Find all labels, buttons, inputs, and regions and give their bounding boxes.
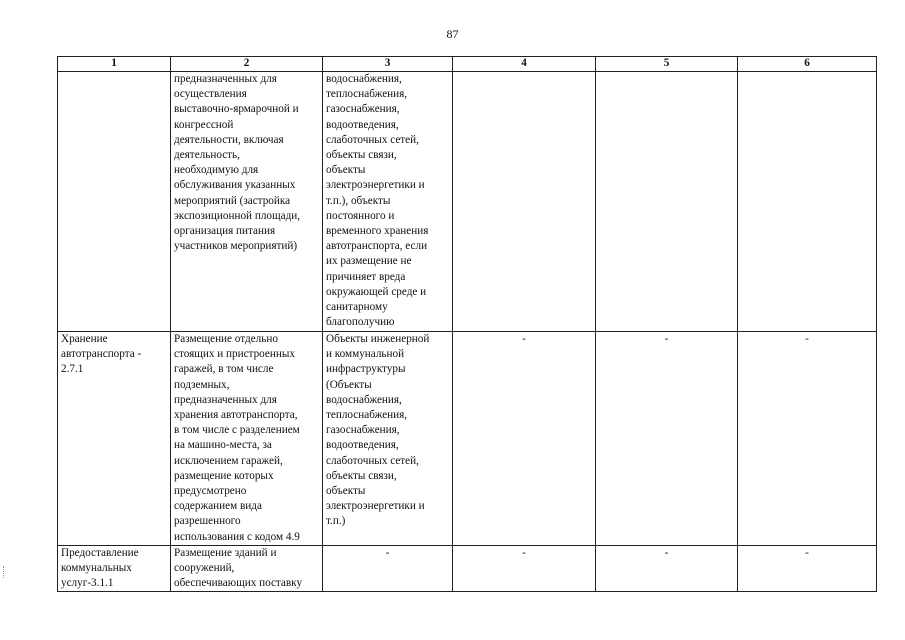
cell-text-line: подземных, <box>174 378 230 391</box>
cell-text-line: Размещение зданий и <box>174 546 277 559</box>
cell-text-line: гаражей, в том числе <box>174 363 274 376</box>
header-col-1: 1 <box>58 57 171 72</box>
cell-text-line: причиняет вреда <box>326 270 406 283</box>
cell-text-line: окружающей среде и <box>326 285 427 298</box>
cell-col-4: - <box>453 332 596 546</box>
table-row <box>58 545 877 592</box>
cell-text-line: осуществления <box>174 88 247 101</box>
cell-text-line: Объекты инженерной <box>326 333 430 345</box>
cell-text-line: автотранспорта, если <box>326 240 428 253</box>
cell-text-line: разрешенного <box>174 515 241 528</box>
cell-text-line: размещение которых <box>174 469 274 482</box>
header-col-2: 2 <box>171 57 323 72</box>
cell-text-line: Хранение <box>61 333 108 345</box>
cell-text-line: объекты <box>326 485 366 498</box>
cell-text-line: обслуживания указанных <box>174 179 296 192</box>
cell-text-line: Размещение отдельно <box>174 333 278 345</box>
cell-use-description <box>171 72 323 332</box>
cell-text-line: их размещение не <box>326 255 412 268</box>
cell-text-line: водоотведения, <box>326 118 399 131</box>
cell-col-6: - <box>738 332 877 546</box>
cell-text-line: экспозиционной площади, <box>174 209 301 222</box>
cell-text-line: т.п.), объекты <box>326 194 391 207</box>
cell-use-name <box>58 332 171 546</box>
cell-text-line: газоснабжения, <box>326 424 400 437</box>
cell-text-line: водоснабжения, <box>326 393 402 406</box>
cell-text-line: временного хранения <box>326 225 429 238</box>
cell-text-line: теплоснабжения, <box>326 88 408 101</box>
cell-text-line: хранения автотранспорта, <box>174 409 298 422</box>
cell-col-6: - <box>738 545 877 592</box>
cell-text-line: стоящих и пристроенных <box>174 348 295 361</box>
cell-text-line: благополучию <box>326 316 395 329</box>
header-col-6: 6 <box>738 57 877 72</box>
cell-text-line: предназначенных для <box>174 73 277 85</box>
cell-text-line: содержанием вида <box>174 500 262 513</box>
cell-text-line: теплоснабжения, <box>326 409 408 422</box>
cell-text-line: мероприятий (застройка <box>174 194 291 207</box>
cell-text-line: услуг-3.1.1 <box>61 577 114 590</box>
cell-text-line: санитарному <box>326 301 388 314</box>
table-row <box>58 332 877 546</box>
cell-text-line: т.п.) <box>326 515 346 528</box>
table-row <box>58 72 877 332</box>
header-col-4: 4 <box>453 57 596 72</box>
table-header-row <box>58 57 877 72</box>
cell-text-line: электроэнергетики и <box>326 500 425 513</box>
cell-text-line: деятельности, включая <box>174 133 284 146</box>
cell-text-line: в том числе с разделением <box>174 424 300 437</box>
cell-text-line: электроэнергетики и <box>326 179 425 192</box>
cell-col-4 <box>453 72 596 332</box>
cell-text-line: обеспечивающих поставку <box>174 577 303 590</box>
cell-text-line: сооружений, <box>174 562 235 575</box>
cell-text-line: слаботочных сетей, <box>326 454 419 467</box>
scan-edge-mark <box>3 566 6 578</box>
cell-text-line: необходимую для <box>174 164 259 177</box>
cell-text-line: предусмотрено <box>174 485 247 498</box>
land-use-table <box>57 56 877 592</box>
cell-text-line: исключением гаражей, <box>174 454 283 467</box>
cell-col-5: - <box>596 545 738 592</box>
cell-text-line: объекты связи, <box>326 469 397 482</box>
cell-text-line: использования с кодом 4.9 <box>174 530 300 543</box>
cell-use-name <box>58 72 171 332</box>
cell-col-6 <box>738 72 877 332</box>
cell-text-line: (Объекты <box>326 378 372 391</box>
cell-use-description <box>171 545 323 592</box>
cell-text-line: деятельность, <box>174 149 240 162</box>
cell-text-line: участников мероприятий) <box>174 240 298 253</box>
cell-text-line: 2.7.1 <box>61 363 84 376</box>
cell-text-line: автотранспорта - <box>61 348 142 361</box>
cell-text-line: предназначенных для <box>174 393 277 406</box>
cell-text-line: коммунальных <box>61 562 132 575</box>
cell-ancillary-uses <box>323 72 453 332</box>
cell-text-line: Предоставление <box>61 546 139 559</box>
cell-text-line: водоотведения, <box>326 439 399 452</box>
cell-text-line: и коммунальной <box>326 348 405 361</box>
header-col-5: 5 <box>596 57 738 72</box>
header-col-3: 3 <box>323 57 453 72</box>
page-number: 87 <box>446 27 459 41</box>
cell-use-description <box>171 332 323 546</box>
cell-text-line: выставочно-ярмарочной и <box>174 103 299 116</box>
cell-text-line: организация питания <box>174 225 276 238</box>
cell-ancillary-uses <box>323 332 453 546</box>
cell-text-line: объекты <box>326 164 366 177</box>
cell-text-line: инфраструктуры <box>326 363 406 376</box>
cell-col-5: - <box>596 332 738 546</box>
cell-text-line: конгрессной <box>174 118 234 131</box>
cell-text-line: слаботочных сетей, <box>326 133 419 146</box>
cell-text-line: на машино-места, за <box>174 439 272 452</box>
cell-col-4: - <box>453 545 596 592</box>
cell-text-line: постоянного и <box>326 209 395 222</box>
cell-text-line: водоснабжения, <box>326 73 402 85</box>
cell-text-line: объекты связи, <box>326 149 397 162</box>
cell-col-5 <box>596 72 738 332</box>
cell-use-name <box>58 545 171 592</box>
cell-ancillary-uses: - <box>323 545 453 592</box>
cell-text-line: газоснабжения, <box>326 103 400 116</box>
